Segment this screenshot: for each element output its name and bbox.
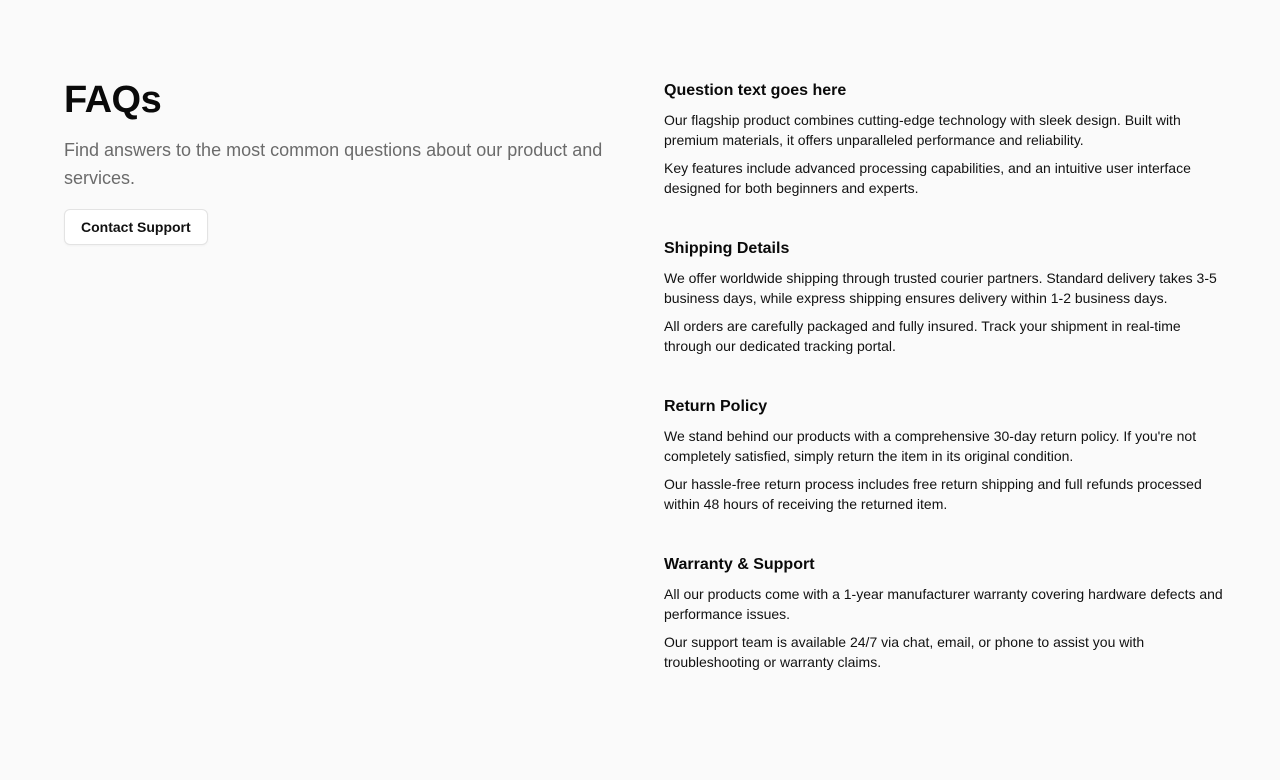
faq-item xyxy=(664,554,1224,672)
faq-question: Warranty & Support xyxy=(664,556,815,573)
faq-question: Return Policy xyxy=(664,398,768,415)
faq-question: Shipping Details xyxy=(664,240,790,257)
page-title: FAQs xyxy=(64,79,162,121)
faq-answer: We stand behind our products with a comprehensive 30-day return policy. If you're not completely satisfied, simply return the item in its original condition. xyxy=(664,428,1197,464)
faq-answer: Our flagship product combines cutting-edge technology with sleek design. Built with premium materials, it offers unparalleled performance and reliability. xyxy=(664,112,1181,148)
faq-intro xyxy=(64,78,624,245)
faq-answer: We offer worldwide shipping through trusted courier partners. Standard delivery takes 3-5 business days, while express shipping ensures delivery within 1-2 business days. xyxy=(664,270,1217,306)
faq-item xyxy=(664,238,1224,356)
faq-answer: Key features include advanced processing capabilities, and an intuitive user interface designed for both beginners and experts. xyxy=(664,160,1191,196)
faq-item xyxy=(664,396,1224,514)
faq-answer: All our products come with a 1-year manufacturer warranty covering hardware defects and performance issues. xyxy=(664,586,1223,622)
contact-support-button[interactable]: Contact Support xyxy=(64,209,208,245)
page-subtitle: Find answers to the most common questions about our product and services. xyxy=(64,140,603,188)
faq-answer: Our support team is available 24/7 via chat, email, or phone to assist you with troubleshooting or warranty claims. xyxy=(664,634,1145,670)
faq-item xyxy=(664,80,1224,198)
faq-list xyxy=(664,80,1224,672)
faq-answer: All orders are carefully packaged and fully insured. Track your shipment in real-time through our dedicated tracking portal. xyxy=(664,318,1181,354)
faq-question: Question text goes here xyxy=(664,82,847,99)
faq-answer: Our hassle-free return process includes free return shipping and full refunds processed within 48 hours of receiving the returned item. xyxy=(664,476,1202,512)
